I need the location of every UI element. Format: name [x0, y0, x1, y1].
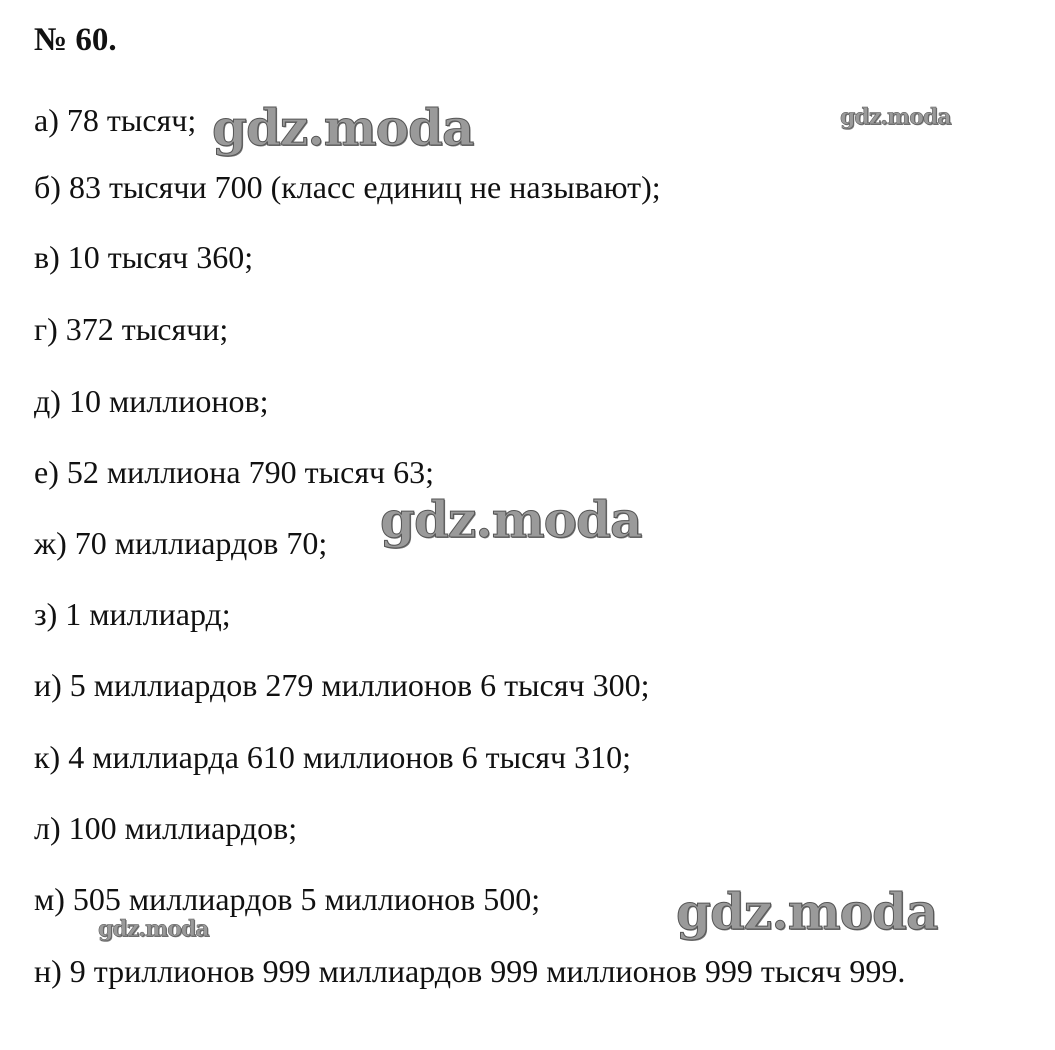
watermark-logo: gdz.moda [380, 490, 642, 549]
problem-title: № 60. [34, 22, 117, 58]
answer-line-m: м) 505 миллиардов 5 миллионов 500; [34, 881, 541, 917]
answer-line-z: з) 1 миллиард; [34, 596, 231, 632]
answer-line-i: и) 5 миллиардов 279 миллионов 6 тысяч 300; [34, 667, 650, 703]
watermark-logo: gdz.moda [840, 104, 951, 130]
answer-line-l: л) 100 миллиардов; [34, 810, 298, 846]
watermark-logo: gdz.moda [676, 882, 938, 941]
answer-line-e: е) 52 миллиона 790 тысяч 63; [34, 454, 435, 490]
answer-line-a: а) 78 тысяч; [34, 102, 197, 138]
answer-line-v: в) 10 тысяч 360; [34, 239, 254, 275]
answer-line-d: д) 10 миллионов; [34, 383, 269, 419]
answer-line-n: н) 9 триллионов 999 миллиардов 999 миллионов 999 тысяч 999. [34, 953, 906, 989]
answer-line-zh: ж) 70 миллиардов 70; [34, 525, 328, 561]
watermark-logo: gdz.moda [212, 98, 474, 157]
watermark-logo: gdz.moda [98, 916, 209, 942]
answer-line-g: г) 372 тысячи; [34, 311, 229, 347]
answer-line-k: к) 4 миллиарда 610 миллионов 6 тысяч 310; [34, 739, 631, 775]
answer-line-b: б) 83 тысячи 700 (класс единиц не называют); [34, 169, 661, 205]
